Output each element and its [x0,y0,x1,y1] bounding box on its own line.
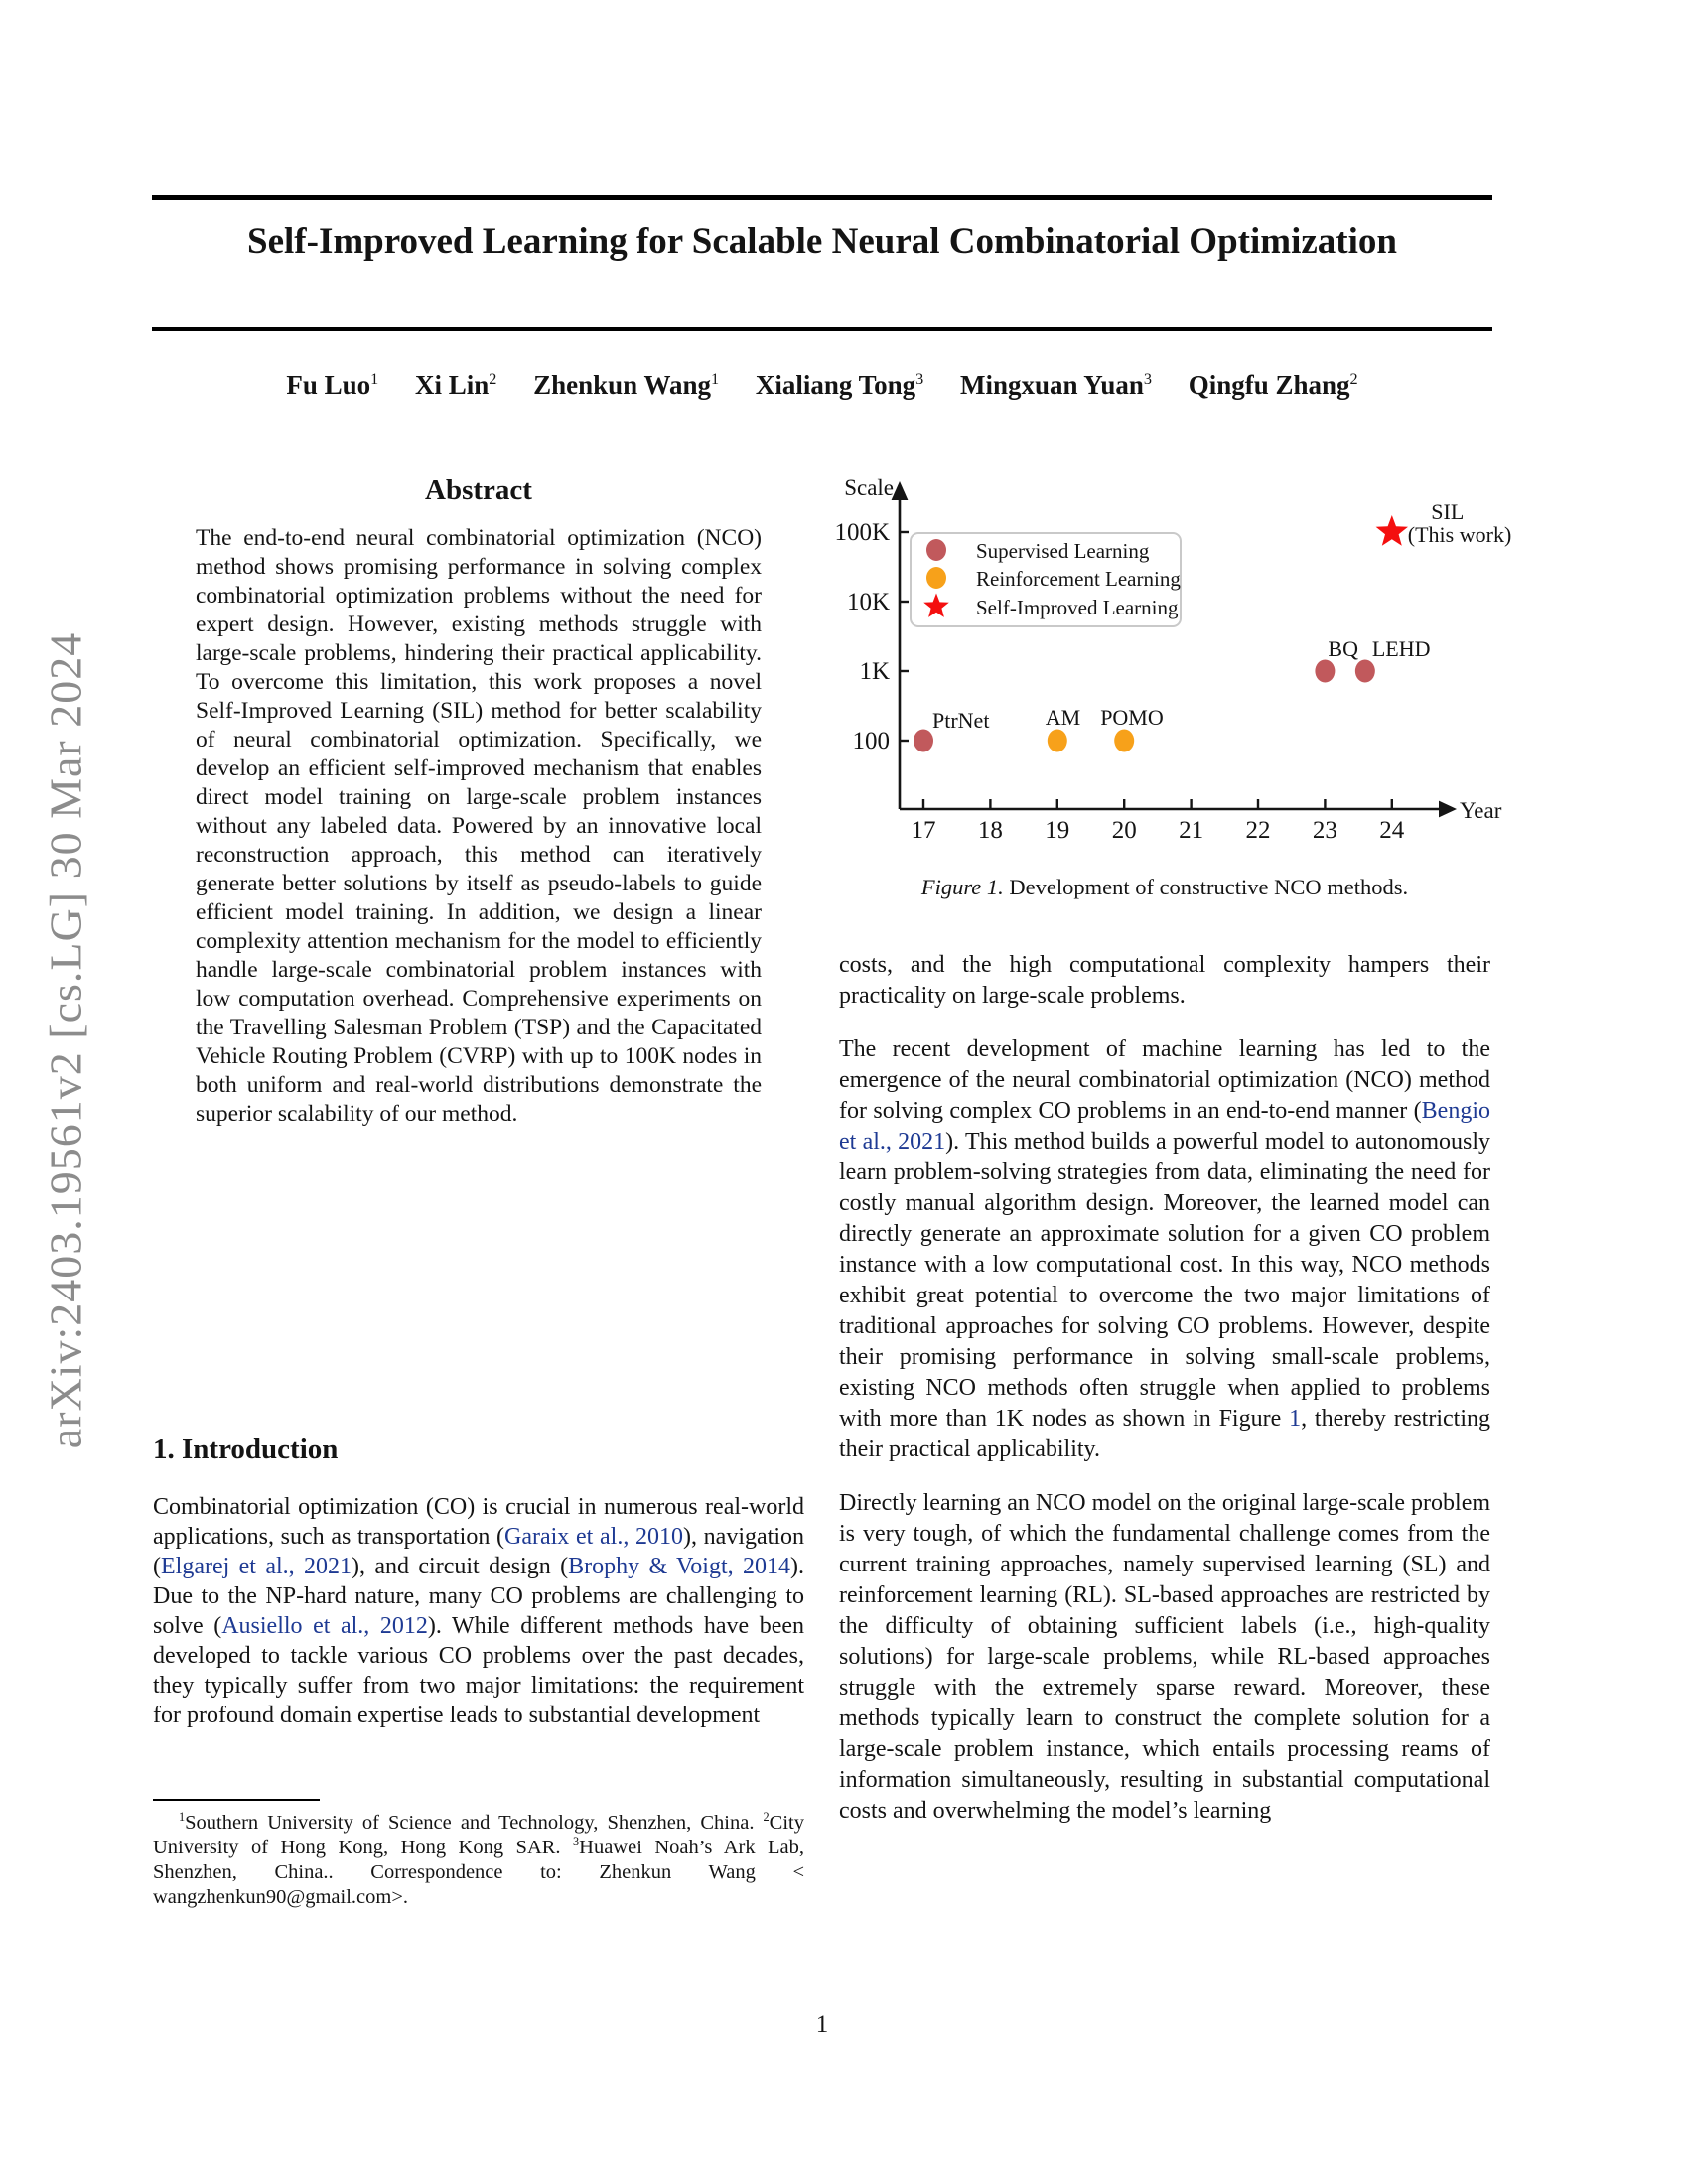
y-axis-label: Scale [844,476,894,500]
citation-link[interactable]: Brophy & Voigt, 2014 [568,1554,790,1579]
author-name: Qingfu Zhang [1188,370,1350,400]
y-tick-label: 100 [852,728,890,754]
legend-label: Self-Improved Learning [976,596,1179,619]
point-label: BQ [1328,636,1358,661]
x-axis-label: Year [1460,798,1502,823]
x-tick-label: 19 [1045,817,1070,844]
legend-marker-circle [926,539,946,561]
point-label: POMO [1100,705,1164,730]
citation-link[interactable]: Bengio et al., 2021 [839,1098,1490,1155]
y-tick-label: 1K [859,658,890,685]
figure-caption [839,875,1490,900]
title-rule-bottom [152,327,1492,331]
text-run: ). This method builds a powerful model to autonomously learn problem-solving strategies from data, eliminating the need for costly manual algorithm design. Moreover, the learned model can directly generate an approximate solution for a given CO problem instance with a low computational cost. In this way, NCO methods exhibit great potential to overcome the two major limitations of traditional approaches for solving CO problems. However, despite their promising performance in solving small-scale problems, existing NCO methods often struggle when applied to problems with more than 1K nodes as shown in Figure [839,1129,1491,1432]
text-run: ), navigation ( [153,1524,804,1579]
text-run: Southern University of Science and Technology, Shenzhen, China. [185,1812,764,1834]
text-run: ), and circuit design ( [352,1554,569,1579]
author [415,370,496,400]
body-paragraph: Directly learning an NCO model on the original large-scale problem is very tough, of which the fundamental challenge comes from the current training approaches, namely supervised learning (SL) and reinforcement learning (RL). SL-based approaches are restricted by the difficulty of obtaining sufficient labels (i.e., high-quality solutions) for large-scale problems, while RL-based approaches struggle with the extremely sparse reward. Moreover, these methods typically learn to construct the complete solution for a large-scale problem instance, which entails processing reams of information simultaneously, resulting in substantial computational costs and overwhelming the model’s learning [839,1490,1491,1824]
point-label: AM [1045,705,1081,730]
author-affiliation-sup: 3 [1143,370,1152,388]
figure-caption-label: Figure 1. [920,875,1004,899]
chart-point-PtrNet [914,730,933,752]
text-run: Combinatorial optimization (CO) is crucial in numerous real-world applications, such as transportation ( [153,1494,804,1550]
footnote-rule [153,1799,320,1801]
introduction-paragraph [153,1492,804,1730]
y-tick-label: 100K [834,519,890,546]
right-column [834,452,1512,1827]
point-label: LEHD [1371,636,1431,661]
x-tick-label: 24 [1379,817,1405,844]
author-name: Xi Lin [415,370,490,400]
point-label: SIL [1431,499,1465,524]
author [756,370,923,400]
y-axis-arrow [892,481,909,500]
author-affiliation-sup: 3 [915,370,924,388]
author-affiliation-sup: 2 [1349,370,1358,388]
x-tick-label: 21 [1179,817,1204,844]
y-tick-label: 10K [846,589,890,615]
author-affiliation-sup: 2 [489,370,497,388]
footnote-text [153,1811,804,1910]
title-rule-top [152,195,1492,200]
figure-chart [834,452,1514,869]
chart-point-BQ [1315,660,1335,683]
body-paragraph: costs, and the high computational complexity hampers their practicality on large-scale problems. [839,952,1490,1009]
x-tick-label: 17 [911,817,936,844]
x-axis-arrow [1439,801,1457,818]
author-affiliation-sup: 1 [370,370,379,388]
author-line [152,370,1492,401]
citation-link[interactable]: Ausiello et al., 2012 [221,1613,428,1639]
point-label: (This work) [1407,522,1512,547]
author-name: Xialiang Tong [755,370,916,400]
footnote-marker: 3 [572,1835,580,1849]
abstract-text: The end-to-end neural combinatorial optimization (NCO) method shows promising performance in solving complex combinatorial optimization problems without the need for expert design. However, existing methods struggle with large-scale problems, hindering their practical applicability. To overcome this limitation, this work proposes a novel Self-Improved Learning (SIL) method for better scalability of neural combinatorial optimization. Specifically, we develop an efficient self-improved mechanism that enables direct model training on large-scale problem instances without any labeled data. Powered by an innovative local reconstruction approach, this method can iteratively generate better solutions by itself as pseudo-labels to guide efficient model training. In addition, we design a linear complexity attention mechanism for the model to efficiently handle large-scale combinatorial problem instances with low computation overhead. Comprehensive experiments on the Travelling Salesman Problem (TSP) and the Capacitated Vehicle Routing Problem (CVRP) with up to 100K nodes in both uniform and real-world distributions demonstrate the superior scalability of our method. [196,525,762,1127]
section-heading-introduction: 1. Introduction [153,1433,339,1465]
author [1189,370,1358,400]
x-tick-label: 23 [1312,817,1337,844]
body-paragraph [839,1034,1490,1465]
x-tick-label: 18 [977,817,1003,844]
legend-label: Reinforcement Learning [976,567,1181,591]
abstract-heading: Abstract [425,475,532,506]
x-tick-label: 20 [1111,817,1137,844]
chart-point-SIL [1376,515,1408,546]
text-run: ). Due to the NP-hard nature, many CO problems are challenging to solve ( [153,1554,804,1639]
author [960,370,1152,400]
citation-link[interactable]: 1 [1289,1406,1302,1432]
arxiv-watermark: arXiv:2403.19561v2 [cs.LG] 30 Mar 2024 [40,631,91,1449]
chart-point-POMO [1114,730,1134,752]
author-affiliation-sup: 1 [711,370,720,388]
text-run: , thereby restricting their practical applicability. [839,1406,1490,1462]
citation-link[interactable]: Garaix et al., 2010 [504,1524,683,1550]
author [286,370,378,400]
legend-marker-circle [926,567,946,589]
text-run: Huawei Noah’s Ark Lab, Shenzhen, China.. Correspondence to: Zhenkun Wang < wangzhenkun90@gmail.com>. [153,1837,805,1908]
citation-link[interactable]: Elgarej et al., 2021 [161,1554,352,1579]
figure-caption-text: Development of constructive NCO methods. [1003,875,1409,899]
chart-point-AM [1048,730,1067,752]
author [533,370,719,400]
author-name: Mingxuan Yuan [960,370,1144,400]
footnote-marker: 1 [179,1810,186,1825]
text-run: The recent development of machine learning has led to the emergence of the neural combinatorial optimization (NCO) method for solving complex CO problems in an end-to-end manner ( [839,1036,1490,1124]
text-run: City University of Hong Kong, Hong Kong SAR. [153,1812,804,1858]
legend-label: Supervised Learning [976,539,1150,563]
point-label: PtrNet [932,708,990,733]
footnote-marker: 2 [763,1810,770,1825]
chart-point-LEHD [1355,660,1375,683]
page-title: Self-Improved Learning for Scalable Neural Combinatorial Optimization [247,221,1397,262]
x-tick-label: 22 [1245,817,1271,844]
author-name: Fu Luo [286,370,371,400]
author-name: Zhenkun Wang [533,370,711,400]
page-number: 1 [815,2011,829,2038]
text-run: ). While different methods have been developed to tackle various CO problems over the past decades, they typically suffer from two major limitations: the requirement for profound domain expertise leads to substantial development [153,1613,804,1728]
